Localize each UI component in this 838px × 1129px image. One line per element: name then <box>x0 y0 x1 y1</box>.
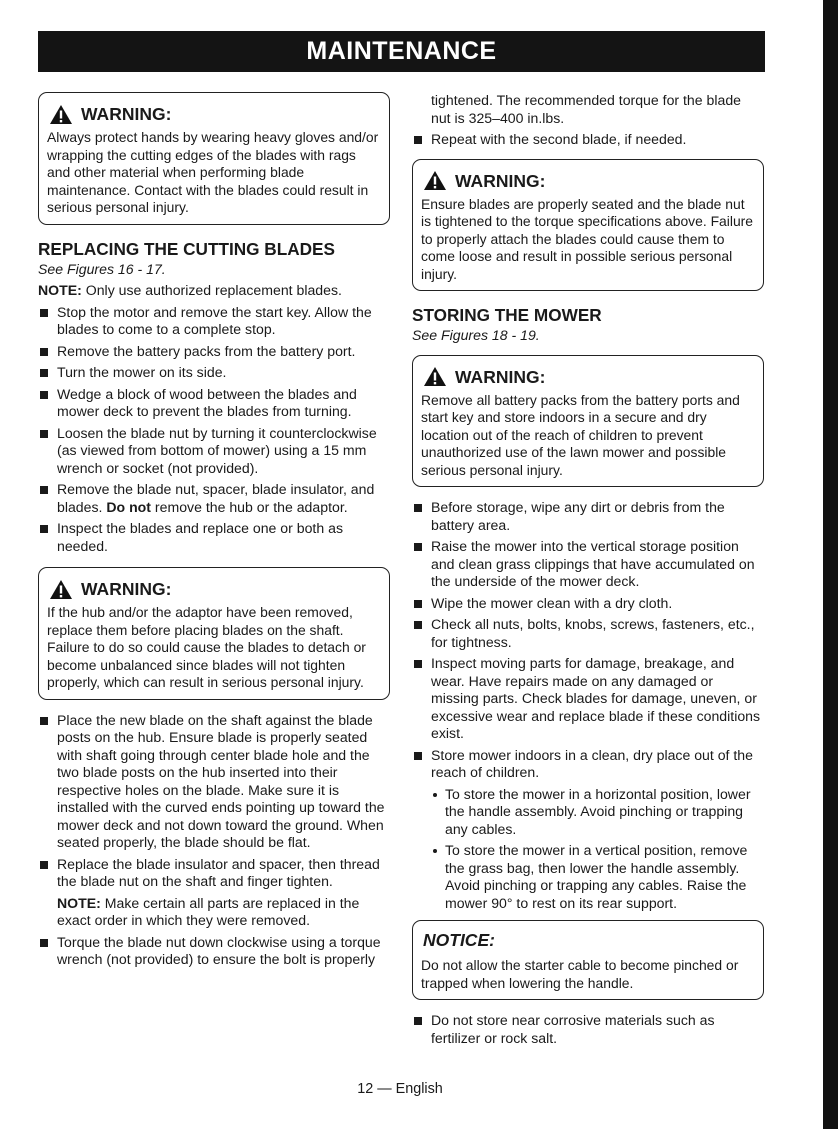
continuation-text: tightened. The recommended torque for the blade nut is 325–400 in.lbs. <box>431 92 742 126</box>
notice-title: NOTICE: <box>423 930 495 950</box>
blade-install-list <box>38 712 390 891</box>
page-footer: 12 — English <box>357 1081 443 1097</box>
section-title-replacing-blades: REPLACING THE CUTTING BLADES <box>38 238 335 259</box>
list-item: Before storage, wipe any dirt or debris from the battery area. <box>412 499 764 534</box>
blade-steps-list <box>38 304 390 556</box>
list-item: Store mower indoors in a clean, dry place out of the reach of children. To store the mower in a horizontal position, lower the handle assembly. Avoid pinching or trapping any cables. To store the mower in a vertical position, remove the grass bag, then lower the handle assembly. Avoid pinching or trapping any cables. Raise the mower 90° to rest on its rear support. <box>412 747 764 913</box>
left-column <box>38 92 390 973</box>
note-order: NOTE: Make certain all parts are replaced in the exact order in which they were removed. <box>57 894 360 928</box>
warning-title: WARNING: <box>49 103 381 125</box>
list-item: Inspect moving parts for damage, breakage, and wear. Have repairs made on any damaged or missing parts. Check blades for damage, uneven, or excessive wear and replace blade if these conditions exist. <box>412 655 764 743</box>
note-authorized-blades: NOTE: Only use authorized replacement blades. <box>38 282 342 298</box>
list-item: Check all nuts, bolts, knobs, screws, fasteners, etc., for tightness. <box>412 616 764 651</box>
list-item: Remove the blade nut, spacer, blade insulator, and blades. Do not remove the hub or the adaptor. <box>38 481 390 516</box>
list-item: Do not store near corrosive materials such as fertilizer or rock salt. <box>412 1012 764 1047</box>
list-item: Replace the blade insulator and spacer, then thread the blade nut on the shaft and finger tighten. <box>38 856 390 891</box>
right-column <box>412 92 764 1051</box>
warning-triangle-icon <box>49 104 73 125</box>
storage-steps-list <box>412 499 764 912</box>
header-title: MAINTENANCE <box>306 37 497 65</box>
torque-list <box>38 934 390 969</box>
warning-title: WARNING: <box>423 366 755 388</box>
warning-box-hub <box>38 567 390 700</box>
list-item: Place the new blade on the shaft against the blade posts on the hub. Ensure blade is properly seated with shaft going through center blade hole and the two blade posts on the hub inserted into their respective holes on the blade. Make sure it is installed with the curved ends pointing up toward the mower deck and not down toward the ground. When seated properly, the blade should be flat. <box>38 712 390 852</box>
list-item: Turn the mower on its side. <box>38 364 390 382</box>
warning-body: Always protect hands by wearing heavy gloves and/or wrapping the cutting edges of the blades with rags and other material when performing blade maintenance. Contact with the blades could result in serious personal injury. <box>47 129 379 215</box>
page-edge-shadow <box>823 0 838 1129</box>
warning-title: WARNING: <box>423 170 755 192</box>
warning-box-gloves <box>38 92 390 225</box>
warning-triangle-icon <box>423 366 447 387</box>
section-title-storing: STORING THE MOWER <box>412 305 602 325</box>
warning-body: Ensure blades are properly seated and the blade nut is tightened to the torque specifications above. Failure to properly attach the blades could cause them to come loose and result in possible serious personal injury. <box>421 195 754 282</box>
sub-list-item: To store the mower in a vertical position, remove the grass bag, then lower the handle assembly. Avoid pinching or trapping any cables. Raise the mower 90° to rest on its rear support. <box>431 842 764 912</box>
list-item: Wipe the mower clean with a dry cloth. <box>412 595 764 613</box>
warning-body: If the hub and/or the adaptor have been removed, replace them before placing blades on the shaft. Failure to do so could cause the blades to detach or become unbalanced since blades will not tighten properly, which can result in serious personal injury. <box>47 604 366 690</box>
figure-reference: See Figures 16 - 17. <box>38 260 166 277</box>
storage-position-sublist <box>431 786 764 913</box>
list-item: Remove the battery packs from the battery port. <box>38 343 390 361</box>
section-header <box>38 31 765 72</box>
list-item: Repeat with the second blade, if needed. <box>412 131 764 149</box>
warning-triangle-icon <box>423 170 447 191</box>
notice-body: Do not allow the starter cable to become pinched or trapped when lowering the handle. <box>421 957 739 991</box>
list-item: Torque the blade nut down clockwise using a torque wrench (not provided) to ensure the bolt is properly <box>38 934 390 969</box>
warning-title: WARNING: <box>49 578 381 600</box>
list-item: Stop the motor and remove the start key. Allow the blades to come to a complete stop. <box>38 304 390 339</box>
sub-list-item: To store the mower in a horizontal position, lower the handle assembly. Avoid pinching or trapping any cables. <box>431 786 764 839</box>
repeat-list <box>412 131 764 149</box>
warning-box-storage <box>412 355 764 488</box>
warning-triangle-icon <box>49 579 73 600</box>
warning-box-seated <box>412 159 764 292</box>
warning-body: Remove all battery packs from the battery ports and start key and store indoors in a secure and dry location out of the reach of children to prevent unauthorized use of the lawn mower and possible serious personal injury. <box>421 391 740 478</box>
list-item: Wedge a block of wood between the blades and mower deck to prevent the blades from turning. <box>38 386 390 421</box>
list-item: Raise the mower into the vertical storage position and clean grass clippings that have accumulated on the underside of the mower deck. <box>412 538 764 591</box>
notice-box <box>412 920 764 1000</box>
corrosive-list <box>412 1012 764 1047</box>
figure-reference: See Figures 18 - 19. <box>412 327 540 343</box>
list-item: Loosen the blade nut by turning it counterclockwise (as viewed from bottom of mower) using a 15 mm wrench or socket (not provided). <box>38 425 390 478</box>
list-item: Inspect the blades and replace one or both as needed. <box>38 520 390 555</box>
